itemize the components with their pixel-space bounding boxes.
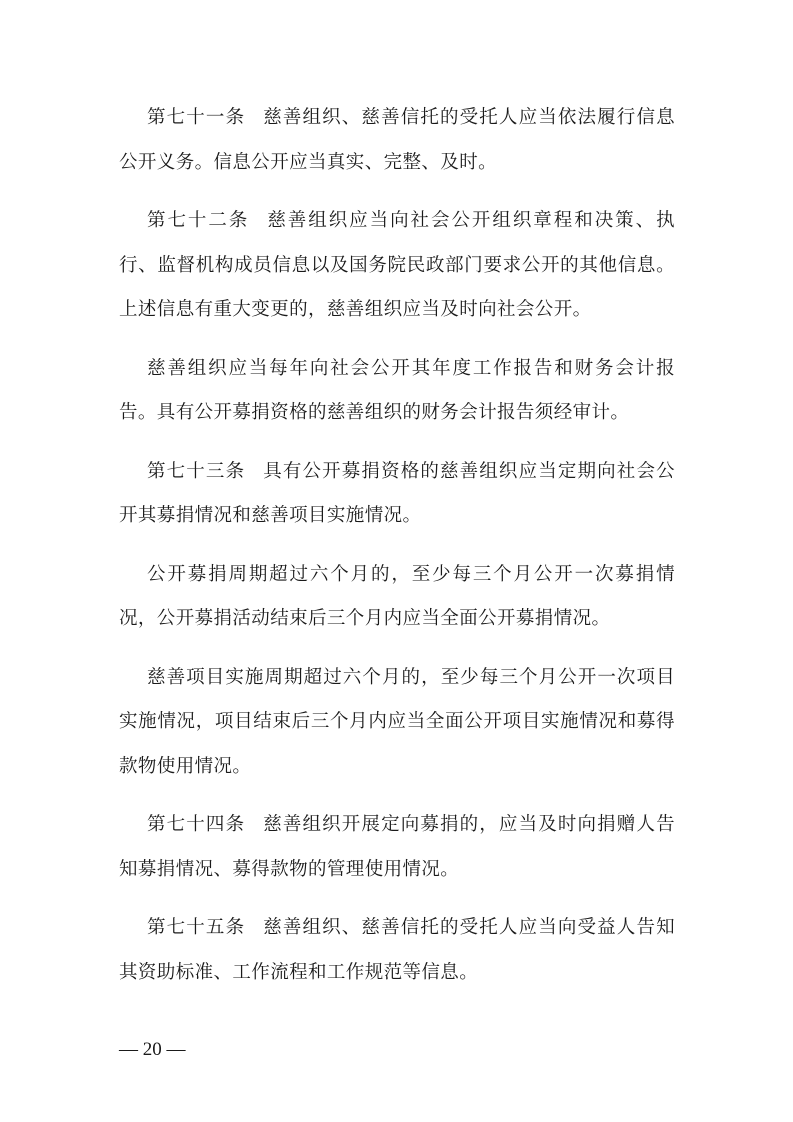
paragraph-annual-report — [119, 347, 675, 436]
paragraph-text: 公开募捐周期超过六个月的，至少每三个月公开一次募捐情况，公开募捐活动结束后三个月内应当全面公开募捐情况。 — [119, 563, 675, 629]
article-number: 第七十三条 — [147, 460, 246, 482]
article-number: 第七十二条 — [147, 210, 250, 231]
paragraph-article-72 — [119, 199, 675, 333]
paragraph-project-period — [119, 656, 675, 790]
paragraph-text: 具有公开募捐资格的慈善组织应当定期向社会公开其募捐情况和慈善项目实施情况。 — [119, 460, 675, 526]
paragraph-text: 慈善项目实施周期超过六个月的，至少每三个月公开一次项目实施情况，项目结束后三个月内应当全面公开项目实施情况和募得款物使用情况。 — [119, 666, 675, 777]
article-number: 第七十一条 — [147, 107, 246, 128]
document-body — [119, 96, 675, 1009]
paragraph-article-73 — [119, 450, 675, 539]
paragraph-text: 慈善组织应当每年向社会公开其年度工作报告和财务会计报告。具有公开募捐资格的慈善组织的财务会计报告须经审计。 — [119, 357, 675, 423]
page-number: — 20 — — [119, 1039, 186, 1060]
paragraph-text: 慈善组织应当向社会公开组织章程和决策、执行、监督机构成员信息以及国务院民政部门要求公开的其他信息。上述信息有重大变更的，慈善组织应当及时向社会公开。 — [119, 210, 675, 320]
paragraph-article-71 — [119, 96, 675, 185]
paragraph-article-74 — [119, 803, 675, 892]
paragraph-text: 慈善组织、慈善信托的受托人应当依法履行信息公开义务。信息公开应当真实、完整、及时。 — [119, 107, 675, 173]
paragraph-text: 慈善组织开展定向募捐的，应当及时向捐赠人告知募捐情况、募得款物的管理使用情况。 — [119, 814, 675, 880]
article-number: 第七十四条 — [147, 814, 246, 835]
paragraph-text: 慈善组织、慈善信托的受托人应当向受益人告知其资助标准、工作流程和工作规范等信息。 — [119, 917, 675, 983]
paragraph-article-75 — [119, 906, 675, 995]
article-number: 第七十五条 — [147, 917, 246, 938]
paragraph-fundraising-period — [119, 553, 675, 642]
